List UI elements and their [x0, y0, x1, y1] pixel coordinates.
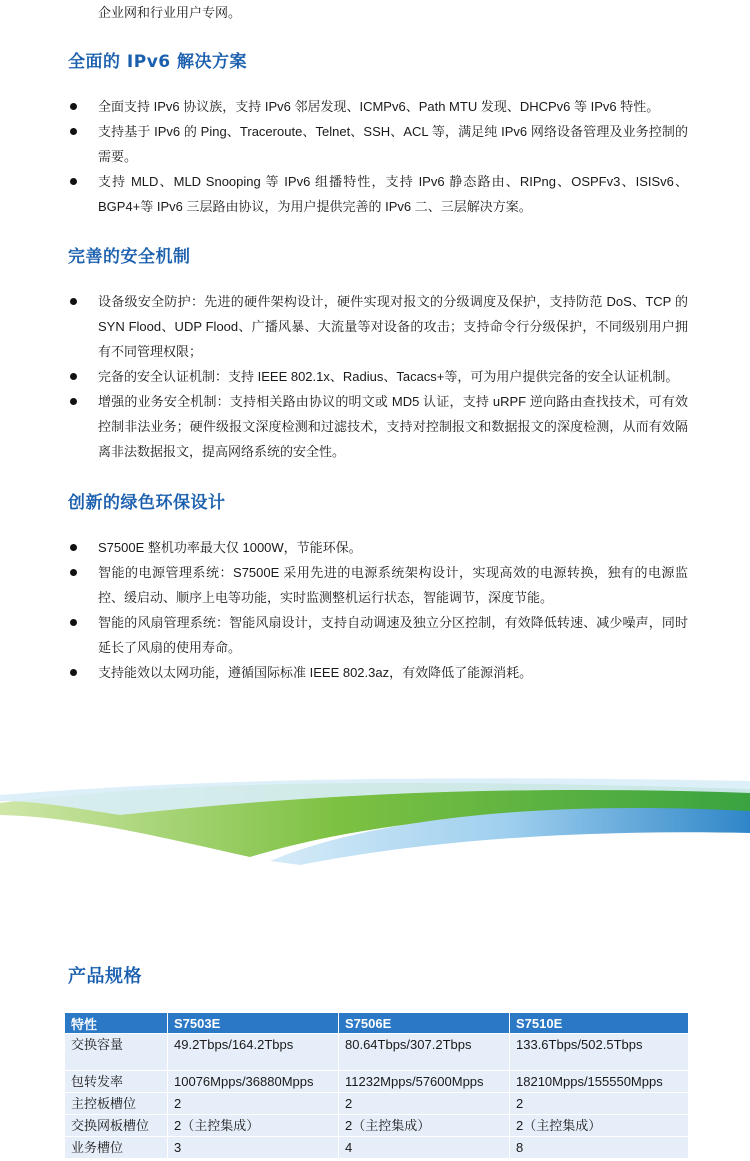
list-item	[68, 119, 688, 169]
table-cell: 11232Mpps/57600Mpps	[339, 1071, 510, 1093]
list-item-text: 智能的电源管理系统：S7500E 采用先进的电源系统架构设计，实现高效的电源转换，独有的电源监控、缓启动、顺序上电等功能，实时监测整机运行状态，智能调节，深度节能。	[98, 565, 688, 605]
spec-table	[64, 1012, 689, 1159]
bullet-icon	[70, 373, 77, 380]
spec-section-title: 产品规格	[68, 966, 142, 987]
column-header: S7506E	[339, 1013, 510, 1034]
section-title-security: 完善的安全机制	[68, 247, 191, 267]
intro-line: 企业网和行业用户专网。	[98, 5, 242, 20]
bullet-icon	[70, 103, 77, 110]
list-item	[68, 560, 688, 610]
list-item	[68, 169, 688, 219]
table-cell: 包转发率	[65, 1071, 168, 1093]
security-feature-list	[68, 289, 688, 464]
table-cell: 业务槽位	[65, 1137, 168, 1159]
bullet-icon	[70, 569, 77, 576]
list-item-text: 支持能效以太网功能，遵循国际标准 IEEE 802.3az，有效降低了能源消耗。	[98, 665, 533, 680]
table-cell: 3	[168, 1137, 339, 1159]
list-item-text: 设备级安全防护：先进的硬件架构设计，硬件实现对报文的分级调度及保护，支持防范 DoS、TCP 的 SYN Flood、UDP Flood、广播风暴、大流量等对设备的攻击；支持命令行分级保护，不同级别用户拥有不同管理权限；	[98, 294, 688, 359]
column-header: 特性	[65, 1013, 168, 1034]
bullet-icon	[70, 298, 77, 305]
column-header: S7503E	[168, 1013, 339, 1034]
bullet-icon	[70, 619, 77, 626]
bullet-icon	[70, 178, 77, 185]
table-cell: 4	[339, 1137, 510, 1159]
table-cell: 交换网板槽位	[65, 1115, 168, 1137]
list-item	[68, 94, 688, 119]
list-item	[68, 289, 688, 364]
table-cell: 交换容量	[65, 1034, 168, 1071]
list-item-text: S7500E 整机功率最大仅 1000W，节能环保。	[98, 540, 362, 555]
list-item-text: 智能的风扇管理系统：智能风扇设计，支持自动调速及独立分区控制，有效降低转速、减少噪声，同时延长了风扇的使用寿命。	[98, 615, 688, 655]
list-item-text: 支持 MLD、MLD Snooping 等 IPv6 组播特性，支持 IPv6 静态路由、RIPng、OSPFv3、ISISv6、BGP4+等 IPv6 三层路由协议，为用户提供完善的 IPv6 二、三层解决方案。	[98, 174, 688, 214]
table-cell: 80.64Tbps/307.2Tbps	[339, 1034, 510, 1071]
list-item-text: 增强的业务安全机制：支持相关路由协议的明文或 MD5 认证，支持 uRPF 逆向路由查找技术，可有效控制非法业务；硬件级报文深度检测和过滤技术，支持对控制报文和数据报文的深度检测，从而有效隔离非法数据报文，提高网络系统的安全性。	[98, 394, 688, 459]
bullet-icon	[70, 128, 77, 135]
section-title-ipv6: 全面的 IPv6 解决方案	[68, 52, 248, 72]
bullet-icon	[70, 669, 77, 676]
column-header: S7510E	[510, 1013, 689, 1034]
table-cell: 主控板槽位	[65, 1093, 168, 1115]
table-header-row	[65, 1013, 689, 1034]
table-cell: 2	[168, 1093, 339, 1115]
list-item	[68, 389, 688, 464]
table-row	[65, 1071, 689, 1093]
bullet-icon	[70, 544, 77, 551]
green-feature-list	[68, 535, 688, 685]
table-row	[65, 1034, 689, 1071]
table-cell: 10076Mpps/36880Mpps	[168, 1071, 339, 1093]
list-item	[68, 660, 688, 685]
ipv6-feature-list	[68, 94, 688, 219]
table-row	[65, 1137, 689, 1159]
section-title-green: 创新的绿色环保设计	[68, 493, 226, 513]
table-cell: 2	[510, 1093, 689, 1115]
list-item-text: 完备的安全认证机制：支持 IEEE 802.1x、Radius、Tacacs+等，可为用户提供完备的安全认证机制。	[98, 369, 679, 384]
list-item	[68, 535, 688, 560]
table-cell: 18210Mpps/155550Mpps	[510, 1071, 689, 1093]
table-row	[65, 1115, 689, 1137]
list-item	[68, 364, 688, 389]
table-cell: 133.6Tbps/502.5Tbps	[510, 1034, 689, 1071]
list-item-text: 全面支持 IPv6 协议族，支持 IPv6 邻居发现、ICMPv6、Path MTU 发现、DHCPv6 等 IPv6 特性。	[98, 99, 660, 114]
table-cell: 2（主控集成）	[510, 1115, 689, 1137]
table-cell: 8	[510, 1137, 689, 1159]
list-item-text: 支持基于 IPv6 的 Ping、Traceroute、Telnet、SSH、ACL 等，满足纯 IPv6 网络设备管理及业务控制的需要。	[98, 124, 688, 164]
decorative-wave	[0, 775, 750, 865]
table-cell: 2（主控集成）	[168, 1115, 339, 1137]
table-cell: 2（主控集成）	[339, 1115, 510, 1137]
table-cell: 2	[339, 1093, 510, 1115]
table-cell: 49.2Tbps/164.2Tbps	[168, 1034, 339, 1071]
list-item	[68, 610, 688, 660]
bullet-icon	[70, 398, 77, 405]
table-row	[65, 1093, 689, 1115]
